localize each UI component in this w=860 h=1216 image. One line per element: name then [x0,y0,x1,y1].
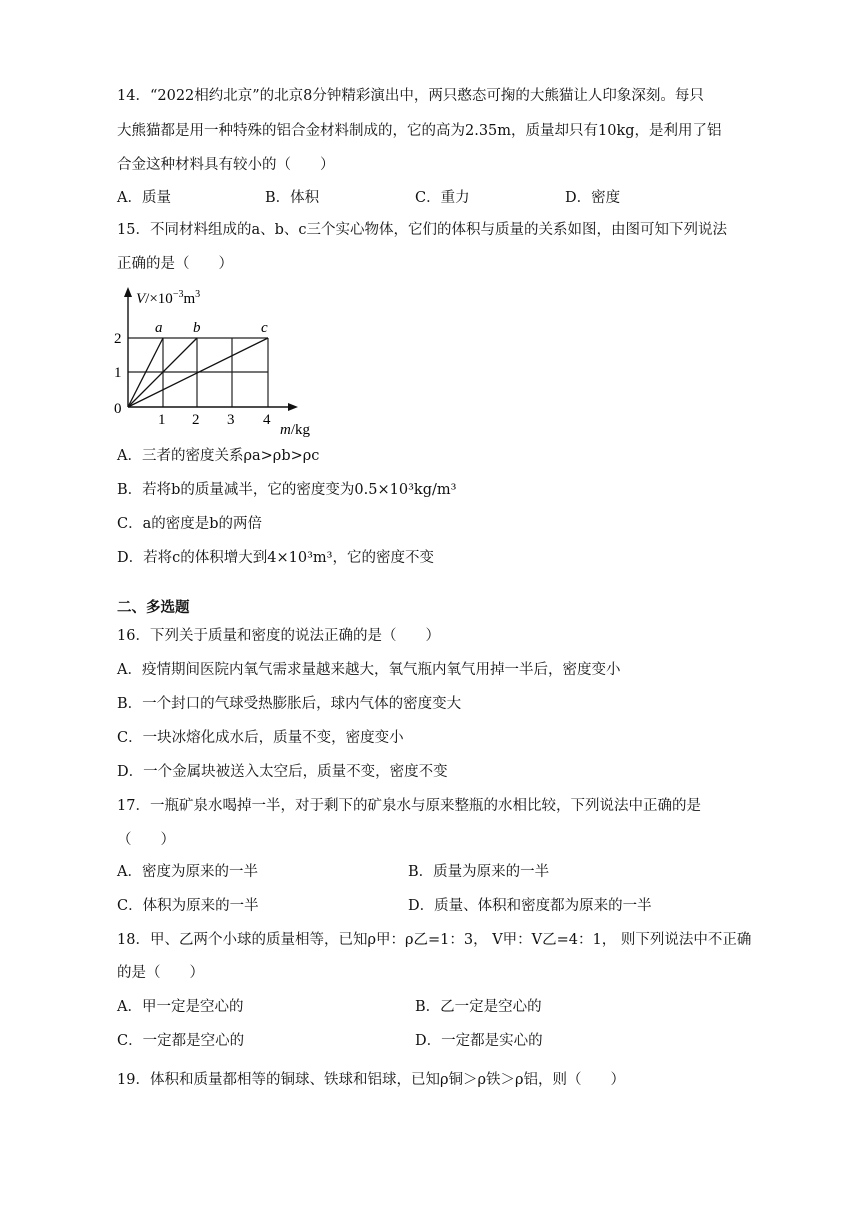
q14-stem-line2: 大熊猫都是用一种特殊的铝合金材料制成的，它的高为2.35m，质量却只有10kg，是利用了铝 [117,123,722,139]
graph-axes [128,294,291,407]
q18-stem-line2: 的是（ ） [117,965,204,981]
q18-stem-line1: 18．甲、乙两个小球的质量相等，已知ρ甲：ρ乙=1：3， V甲：V乙=4：1， 则下列说法中不正确 [117,932,752,948]
q15-option-a[interactable]: A．三者的密度关系ρa>ρb>ρc [117,448,320,464]
q18-option-c[interactable]: C．一定都是空心的 [117,1033,245,1049]
q15-option-c[interactable]: C．a的密度是b的两倍 [117,516,263,532]
q17-options-row1 [117,862,820,882]
q18-option-b[interactable]: B．乙一定是空心的 [415,999,542,1015]
q14-stem-line1: 14．“2022相约北京”的北京8分钟精彩演出中，两只憨态可掬的大熊猫让人印象深刻。每只 [117,88,704,104]
q16-option-c[interactable]: C．一块冰熔化成水后，质量不变，密度变小 [117,730,404,746]
y-tick-1: 1 [114,365,122,381]
q15-graph [108,282,323,440]
x-tick-4: 4 [263,412,271,428]
q18-option-a[interactable]: A．甲一定是空心的 [117,999,244,1015]
q18-options-row2 [117,1031,820,1051]
origin-label: 0 [114,401,122,417]
q17-options-row2 [117,896,820,916]
q14-option-b[interactable]: B．体积 [265,190,320,206]
q14-option-d[interactable]: D．密度 [565,190,621,206]
q16-stem: 16．下列关于质量和密度的说法正确的是（ ） [117,628,440,644]
q18-options-row1 [117,997,820,1017]
x-tick-1: 1 [158,412,166,428]
q18-option-d[interactable]: D．一定都是实心的 [415,1033,543,1049]
x-axis-label: m/kg [280,422,311,438]
q15-option-b[interactable]: B．若将b的质量减半，它的密度变为0.5×10³kg/m³ [117,482,457,498]
x-tick-3: 3 [227,412,235,428]
q17-option-d[interactable]: D．质量、体积和密度都为原来的一半 [408,898,652,914]
q14-stem-line3: 合金这种材料具有较小的（ ） [117,157,335,173]
label-b: b [193,320,201,336]
q16-option-a[interactable]: A．疫情期间医院内氧气需求量越来越大，氧气瓶内氧气用掉一半后，密度变小 [117,662,621,678]
q14-options [117,188,820,208]
q15-option-d[interactable]: D．若将c的体积增大到4×10³m³，它的密度不变 [117,550,434,566]
q17-option-c[interactable]: C．体积为原来的一半 [117,898,259,914]
y-axis-label: $V/\times 10^{-3}m^3$ [136,289,201,307]
y-axis-arrow [124,287,132,297]
q17-stem-line2: （ ） [117,832,175,848]
q14-option-a[interactable]: A．质量 [117,190,171,206]
q14-option-c[interactable]: C．重力 [415,190,470,206]
q16-option-d[interactable]: D．一个金属块被送入太空后，质量不变，密度不变 [117,764,448,780]
q16-option-b[interactable]: B．一个封口的气球受热膨胀后，球内气体的密度变大 [117,696,462,712]
q17-option-b[interactable]: B．质量为原来的一半 [408,864,550,880]
label-a: a [155,320,163,336]
x-axis-arrow [288,403,298,411]
q15-stem-line2: 正确的是（ ） [117,256,233,272]
label-c: c [261,320,268,336]
x-tick-2: 2 [192,412,200,428]
section-title-multiple-choice: 二、多选题 [117,599,190,616]
q17-option-a[interactable]: A．密度为原来的一半 [117,864,258,880]
y-tick-2: 2 [114,331,122,347]
q17-stem-line1: 17．一瓶矿泉水喝掉一半，对于剩下的矿泉水与原来整瓶的水相比较，下列说法中正确的是 [117,798,701,814]
q19-stem: 19．体积和质量都相等的铜球、铁球和铝球，已知ρ铜＞ρ铁＞ρ铝，则（ ） [117,1072,626,1088]
q15-stem-line1: 15．不同材料组成的a、b、c三个实心物体，它们的体积与质量的关系如图，由图可知下列说法 [117,222,727,238]
